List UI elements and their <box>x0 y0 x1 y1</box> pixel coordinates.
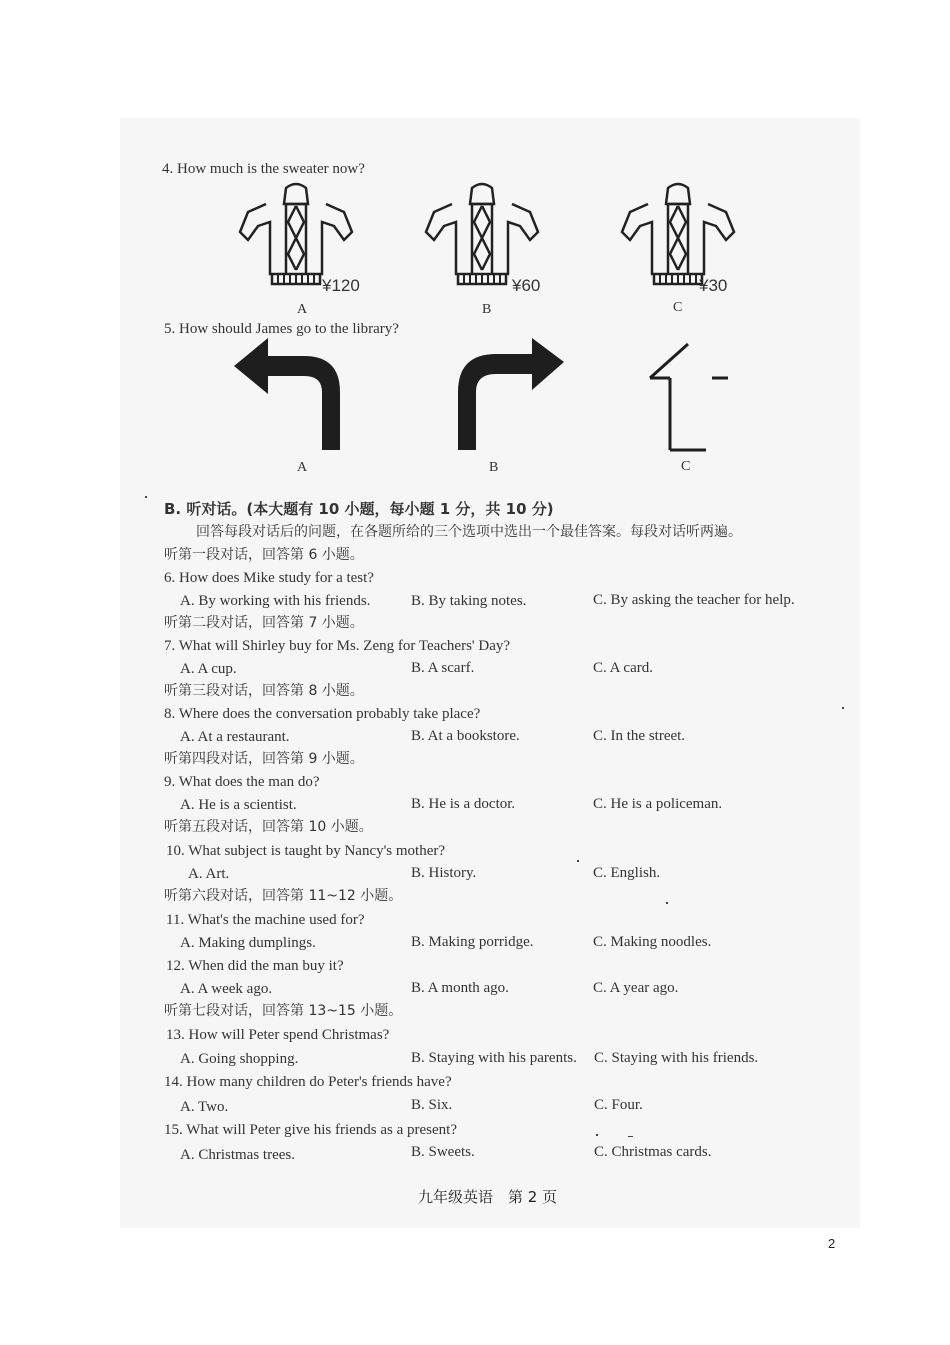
q13-option-b: B. Staying with his parents. <box>411 1050 577 1066</box>
q6-option-a: A. By working with his friends. <box>180 593 371 609</box>
scan-speck <box>145 496 147 498</box>
q8-option-a: A. At a restaurant. <box>180 729 290 745</box>
question-6: 6. How does Mike study for a test? <box>164 570 374 586</box>
straight-road-icon <box>648 342 730 454</box>
dialogue-3-heading: 听第三段对话，回答第 8 小题。 <box>164 683 364 699</box>
option-a-label-q5: A <box>297 460 308 475</box>
q11-option-c: C. Making noodles. <box>593 934 712 950</box>
scan-speck <box>577 860 579 862</box>
question-10: 10. What subject is taught by Nancy's mother? <box>166 843 446 859</box>
question-13: 13. How will Peter spend Christmas? <box>166 1027 390 1043</box>
q11-option-a: A. Making dumplings. <box>180 935 316 951</box>
q15-option-a: A. Christmas trees. <box>180 1147 295 1163</box>
turn-left-arrow-icon <box>234 338 346 452</box>
q10-option-a: A. Art. <box>188 866 230 882</box>
option-c-label: C <box>673 300 683 315</box>
question-12: 12. When did the man buy it? <box>166 958 344 974</box>
q6-option-c: C. By asking the teacher for help. <box>593 592 795 608</box>
question-9: 9. What does the man do? <box>164 774 320 790</box>
option-c-label-q5: C <box>681 459 691 474</box>
question-14: 14. How many children do Peter's friends have? <box>164 1074 452 1090</box>
scan-speck <box>596 1134 598 1136</box>
section-b-instruction: 回答每段对话后的问题，在各题所给的三个选项中选出一个最佳答案。每段对话听两遍。 <box>196 524 742 540</box>
option-b-label: B <box>482 302 492 317</box>
q9-option-b: B. He is a doctor. <box>411 796 516 812</box>
q8-option-b: B. At a bookstore. <box>411 728 520 744</box>
q14-option-b: B. Six. <box>411 1097 453 1113</box>
q12-option-a: A. A week ago. <box>180 981 273 997</box>
dialogue-2-heading: 听第二段对话，回答第 7 小题。 <box>164 615 364 631</box>
q6-option-b: B. By taking notes. <box>411 593 527 609</box>
question-8: 8. Where does the conversation probably take place? <box>164 706 481 722</box>
dialogue-5-heading: 听第五段对话，回答第 10 小题。 <box>164 819 373 835</box>
q7-option-c: C. A card. <box>593 660 653 676</box>
q8-option-c: C. In the street. <box>593 728 686 744</box>
q10-option-b: B. History. <box>411 865 477 881</box>
dialogue-6-heading: 听第六段对话，回答第 11~12 小题。 <box>164 888 403 904</box>
dialogue-4-heading: 听第四段对话，回答第 9 小题。 <box>164 751 364 767</box>
section-b-heading: B. 听对话。(本大题有 10 小题，每小题 1 分，共 10 分) <box>164 500 554 518</box>
page-footer: 九年级英语 第 2 页 <box>418 1188 558 1206</box>
scan-speck <box>666 902 668 904</box>
question-5: 5. How should James go to the library? <box>164 321 399 337</box>
sweater-c-icon <box>618 182 748 294</box>
price-c: ¥30 <box>699 276 728 295</box>
q13-option-a: A. Going shopping. <box>180 1051 299 1067</box>
q12-option-b: B. A month ago. <box>411 980 509 996</box>
q9-option-a: A. He is a scientist. <box>180 797 297 813</box>
option-b-label-q5: B <box>489 460 499 475</box>
q14-option-a: A. Two. <box>180 1099 229 1115</box>
dialogue-7-heading: 听第七段对话，回答第 13~15 小题。 <box>164 1003 403 1019</box>
price-a: ¥120 <box>322 276 360 295</box>
q9-option-c: C. He is a policeman. <box>593 796 723 812</box>
q7-option-a: A. A cup. <box>180 661 237 677</box>
question-11: 11. What's the machine used for? <box>166 912 365 928</box>
scan-speck <box>628 1136 633 1137</box>
q15-option-b: B. Sweets. <box>411 1144 475 1160</box>
q10-option-c: C. English. <box>593 865 661 881</box>
question-15: 15. What will Peter give his friends as a present? <box>164 1122 457 1138</box>
option-a-label: A <box>297 302 308 317</box>
question-7: 7. What will Shirley buy for Ms. Zeng for Teachers' Day? <box>164 638 511 654</box>
turn-right-arrow-icon <box>456 338 564 452</box>
q12-option-c: C. A year ago. <box>593 980 679 996</box>
q13-option-c: C. Staying with his friends. <box>594 1050 759 1066</box>
q14-option-c: C. Four. <box>594 1097 643 1113</box>
q7-option-b: B. A scarf. <box>411 660 475 676</box>
price-b: ¥60 <box>512 276 541 295</box>
scan-speck <box>842 707 844 709</box>
q11-option-b: B. Making porridge. <box>411 934 534 950</box>
dialogue-1-heading: 听第一段对话，回答第 6 小题。 <box>164 547 364 563</box>
question-4: 4. How much is the sweater now? <box>162 161 365 177</box>
q15-option-c: C. Christmas cards. <box>594 1144 712 1160</box>
page-number: 2 <box>828 1236 836 1251</box>
